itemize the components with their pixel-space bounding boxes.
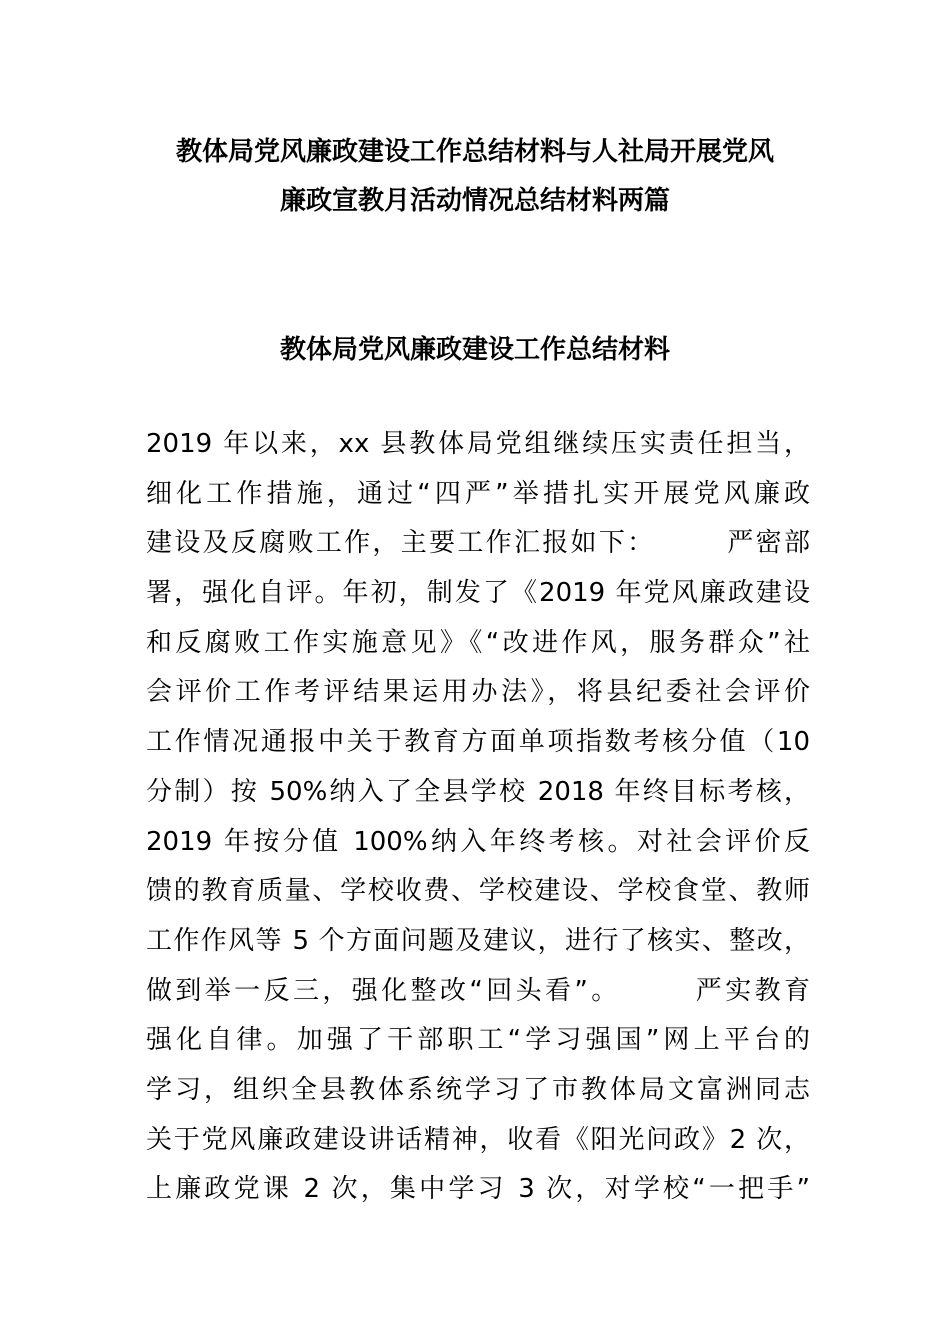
document-title-line-1: 教体局党风廉政建设工作总结材料与人社局开展党风 (175, 137, 774, 167)
body-line: 工作作风等 5 个方面问题及建议，进行了核实、整改， (146, 925, 810, 956)
body-line: 2019 年按分值 100%纳入年终考核。对社会评价反 (146, 826, 810, 857)
body-line: 分制）按 50%纳入了全县学校 2018 年终目标考核， (146, 776, 810, 807)
body-line: 细化工作措施，通过“四严”举措扎实开展党风廉政 (146, 478, 810, 509)
body-paragraph (146, 420, 810, 1215)
body-line: 建设及反腐败工作，主要工作汇报如下： 严密部 (146, 528, 810, 559)
body-line: 会评价工作考评结果运用办法》，将县纪委社会评价 (146, 677, 810, 708)
body-line: 工作情况通报中关于教育方面单项指数考核分值（10 (146, 727, 810, 758)
document-title (120, 128, 830, 226)
body-line: 署，强化自评。年初，制发了《2019 年党风廉政建设 (146, 578, 810, 609)
body-line: 关于党风廉政建设讲话精神，收看《阳光问政》2 次， (146, 1124, 810, 1155)
body-line: 上廉政党课 2 次，集中学习 3 次，对学校“一把手” (146, 1174, 810, 1205)
body-line: 学习，组织全县教体系统学习了市教体局文富洲同志 (146, 1074, 810, 1105)
body-line: 强化自律。加强了干部职工“学习强国”网上平台的 (146, 1025, 810, 1056)
document-title-line-2: 廉政宣教月活动情况总结材料两篇 (279, 186, 670, 216)
body-line: 馈的教育质量、学校收费、学校建设、学校食堂、教师 (146, 876, 810, 907)
body-line: 做到举一反三，强化整改“回头看”。 严实教育 (146, 975, 810, 1006)
body-line: 2019 年以来，xx 县教体局党组继续压实责任担当， (146, 429, 810, 459)
body-line: 和反腐败工作实施意见》《“改进作风，服务群众”社 (146, 627, 810, 658)
section-title: 教体局党风廉政建设工作总结材料 (279, 335, 670, 365)
